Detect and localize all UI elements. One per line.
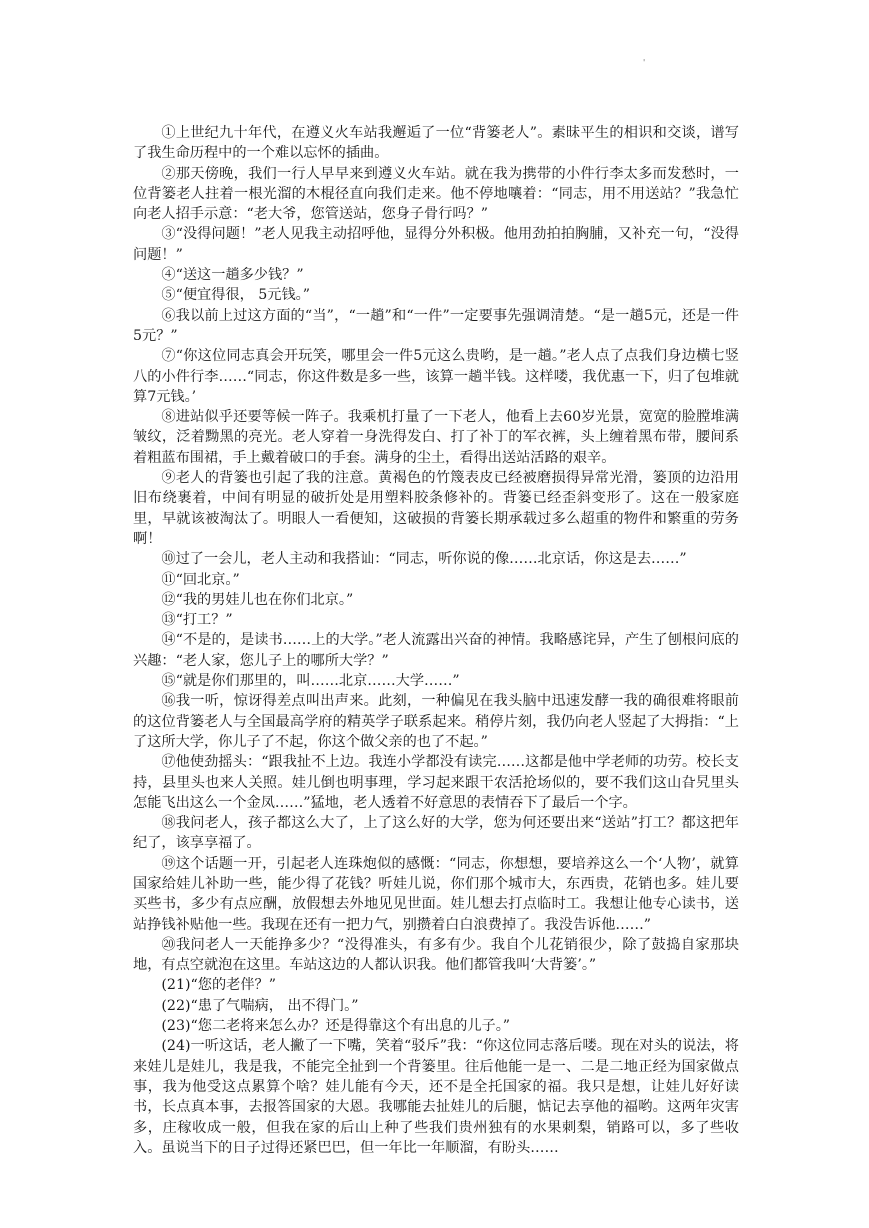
paragraph: (24)一听这话，老人撇了一下嘴，笑着“驳斥”我：“你这位同志落后喽。现在对头的说法，将来娃儿是娃儿，我是我，不能完全扯到一个背篓里。往后他能一是一、二是二地正经为国家做点事，我为他受这点累算个啥？娃儿能有今天，还不是全托国家的福。我只是想，让娃儿好好读书，长点真本事，去报答国家的大恩。我哪能去扯娃儿的后腿，惦记去享他的福哟。这两年灾害多，庄稼收成一般，但我在家的后山上种了些我们贵州独有的水果刺梨，销路可以，多了些收入。虽说当下的日子过得还紧巴巴，但一年比一年顺溜，有盼头…… bbox=[133, 1038, 739, 1156]
paragraph: ⑧进站似乎还要等候一阵子。我乘机打量了一下老人，他看上去60岁光景，宽宽的脸膛堆满皱纹，泛着黝黑的亮光。老人穿着一身洗得发白、打了补丁的军衣裤，头上缠着黑布带，腰间系着粗蓝布围裙，手上戴着破口的手套。满身的尘土，看得出送站活路的艰辛。 bbox=[133, 409, 739, 466]
paragraph: (22)“患了气喘病， 出不得门。” bbox=[161, 997, 359, 1014]
paragraph: ⑱我问老人，孩子都这么大了，上了这么好的大学，您为何还要出来“送站”打工？都这把年纪了，该享享福了。 bbox=[133, 815, 739, 852]
paragraph: ⑤“便宜得很， 5元钱。” bbox=[161, 287, 311, 304]
paragraph: ③“没得问题！”老人见我主动招呼他，显得分外积极。他用劲拍拍胸脯，又补充一句，“没得问题！” bbox=[133, 226, 739, 263]
paragraph: ④“送这一趟多少钱？” bbox=[161, 267, 304, 284]
paragraph: ⑭“不是的，是读书……上的大学。”老人流露出兴奋的神情。我略感诧异，产生了刨根问底的兴趣：“老人家，您儿子上的哪所大学？” bbox=[133, 632, 739, 669]
paragraph: ⑮“就是你们那里的，叫……北京……大学……” bbox=[161, 673, 460, 690]
paragraph: ⑪“回北京。” bbox=[161, 571, 240, 588]
paragraph: ⑯我一听，惊讶得差点叫出声来。此刻，一种偏见在我头脑中迅速发酵一我的确很难将眼前的这位背篓老人与全国最高学府的精英学子联系起来。稍停片刻，我仍向老人竖起了大拇指：“上了这所大学，你儿子了不起，你这个做父亲的也了不起。” bbox=[133, 693, 739, 750]
paragraph: ⑥我以前上过这方面的“当”，“一趟”和“一件”一定要事先强调清楚。“是一趟5元，还是一件5元？” bbox=[133, 307, 739, 344]
page-mark: ' bbox=[643, 58, 646, 67]
paragraph: ⑫“我的男娃儿也在你们北京。” bbox=[161, 591, 354, 608]
article-body bbox=[133, 123, 739, 1158]
paragraph: ⑰他使劲摇头：“跟我扯不上边。我连小学都没有读完……这都是他中学老师的功劳。校长支持，县里头也来人关照。娃儿倒也明事理，学习起来跟干农活抢场似的，要不我们这山旮旯里头怎能飞出这么一个金凤……”猛地，老人透着不好意思的表情吞下了最后一个字。 bbox=[133, 754, 739, 811]
paragraph: ⑨老人的背篓也引起了我的注意。黄褐色的竹篾表皮已经被磨损得异常光滑，篓顶的边沿用旧布绕裹着，中间有明显的破折处是用塑料胶条修补的。背篓已经歪斜变形了。这在一般家庭里，早就该被淘汰了。明眼人一看便知，这破损的背篓长期承载过多么超重的物件和繁重的劳务啊！ bbox=[133, 470, 739, 547]
paragraph: ⑳我问老人一天能挣多少？“没得准头，有多有少。我自个儿花销很少，除了鼓捣自家那块地，有点空就泡在这里。车站这边的人都认识我。他们都管我叫‘大背篓’。” bbox=[133, 936, 739, 974]
paragraph: ⑦“你这位同志真会开玩笑，哪里会一件5元这么贵哟，是一趟。”老人点了点我们身边横七竖八的小件行李……“同志，你这件数是多一些，该算一趟半钱。这样喽，我优惠一下，归了包堆就算7元钱。’ bbox=[133, 348, 739, 405]
paragraph: ⑬“打工？” bbox=[161, 612, 233, 629]
paragraph: (23)“您二老将来怎么办？还是得靠这个有出息的儿子。” bbox=[161, 1018, 511, 1035]
paragraph: ①上世纪九十年代，在遵义火车站我邂逅了一位“背篓老人”。素昧平生的相识和交谈，谱写了我生命历程中的一个难以忘怀的插曲。 bbox=[133, 125, 739, 162]
paragraph: ⑩过了一会儿，老人主动和我搭讪：“同志，听你说的像……北京话，你这是去……” bbox=[161, 551, 687, 568]
paragraph: (21)“您的老伴？” bbox=[161, 977, 276, 994]
paragraph: ⑲这个话题一开，引起老人连珠炮似的感慨：“同志，你想想，要培养这么一个‘人物’，就算国家给娃儿补助一些，能少得了花钱？听娃儿说，你们那个城市大，东西贵，花销也多。娃儿要买些书，多少有点应酬，放假想去外地见见世面。娃儿想去打点临时工。我想让他专心读书，送站挣钱补贴他一些。我现在还有一把力气，别攒着白白浪费掉了。我没告诉他……” bbox=[133, 855, 739, 933]
paragraph: ②那天傍晚，我们一行人早早来到遵义火车站。就在我为携带的小件行李太多而发愁时，一位背篓老人拄着一根光溜的木棍径直向我们走来。他不停地嚷着：“同志，用不用送站？”我急忙向老人招手示意：“老大爷，您管送站，您身子骨行吗？” bbox=[133, 165, 739, 223]
